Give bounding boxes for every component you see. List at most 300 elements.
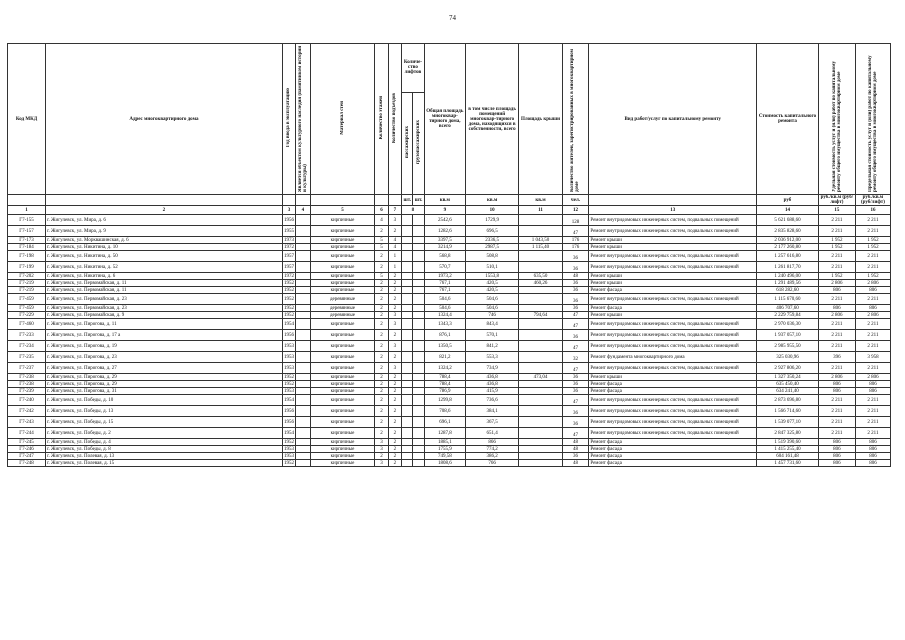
cell-limit-cost: 2 806 [855, 374, 890, 381]
cell-roof-area [519, 453, 562, 460]
cell-specific-cost: 2 806 [818, 280, 855, 287]
cell-area-owned: 420,5 [465, 287, 519, 294]
cell-area-owned: 367,5 [465, 417, 519, 428]
cell-floors: 2 [375, 312, 388, 319]
cell-area-total: 1299,8 [424, 395, 465, 406]
cell-specific-cost: 2 211 [818, 330, 855, 341]
cell-area-total: 788,4 [424, 381, 465, 388]
cell-address: г. Жигулевск, ул. Мира, д. 6 [46, 215, 283, 226]
cell-cost: 1 566 714,60 [757, 406, 819, 417]
cell-work: Ремонт фасада [589, 439, 757, 446]
cell-work: Ремонт внутридомовых инженерных систем, подвальных помещений [589, 215, 757, 226]
table-row [8, 428, 891, 439]
cell-residents: 36 [562, 294, 589, 305]
cell-code: Г7-459 [8, 294, 46, 305]
cell-floors: 2 [375, 294, 388, 305]
cell-cost: 1 261 817,70 [757, 262, 819, 273]
column-numbers-row [8, 206, 891, 215]
cell-specific-cost: 806 [818, 460, 855, 467]
cell-heritage [296, 262, 310, 273]
cell-lifts-passenger [402, 312, 413, 319]
cell-heritage [296, 305, 310, 312]
cell-material: кирпичные [310, 460, 375, 467]
cell-area-total: 1282,6 [424, 226, 465, 237]
cell-code: Г7-202 [8, 273, 46, 280]
cell-residents: 47 [562, 226, 589, 237]
cell-limit-cost: 806 [855, 381, 890, 388]
cell-area-owned: 504,6 [465, 305, 519, 312]
cell-material: деревянные [310, 294, 375, 305]
cell-lifts-cargo [413, 374, 424, 381]
cell-floors: 2 [375, 330, 388, 341]
cell-material: кирпичные [310, 287, 375, 294]
column-number: 7 [388, 206, 401, 215]
cell-entrances: 2 [388, 280, 401, 287]
cell-lifts-cargo [413, 388, 424, 395]
cell-year: 1973 [283, 237, 294, 243]
column-number: 9 [424, 206, 465, 215]
cell-roof-area [519, 352, 562, 363]
cell-lifts-cargo [413, 244, 424, 251]
unit-area-total: кв.м [424, 195, 465, 206]
cell-area-owned: 508,8 [465, 251, 519, 262]
cell-specific-cost: 2 211 [818, 251, 855, 262]
cell-material: кирпичные [310, 330, 375, 341]
cell-entrances: 2 [388, 294, 401, 305]
cell-cost: 2 847 325,80 [757, 428, 819, 439]
cell-work: Ремонт фасада [589, 305, 757, 312]
cell-residents: 32 [562, 352, 589, 363]
cell-residents: 48 [562, 273, 589, 280]
cell-lifts-passenger [402, 262, 413, 273]
cell-residents: 48 [562, 439, 589, 446]
cell-roof-area [519, 388, 562, 395]
cell-limit-cost: 2 211 [855, 294, 890, 305]
cell-code: Г7-239 [8, 388, 46, 395]
cell-specific-cost: 2 211 [818, 417, 855, 428]
cell-material: кирпичные [310, 453, 375, 460]
cell-residents: 48 [562, 446, 589, 453]
cell-limit-cost: 2 211 [855, 428, 890, 439]
table-row [8, 388, 891, 395]
table-row [8, 244, 891, 251]
cell-code: Г7-219 [8, 287, 46, 294]
cell-year: 1952 [283, 439, 294, 445]
cell-lifts-passenger [402, 395, 413, 406]
cell-limit-cost: 806 [855, 453, 890, 460]
cell-code: Г7-238 [8, 381, 46, 388]
cell-cost: 604 161,48 [757, 453, 819, 460]
cell-entrances: 4 [388, 237, 401, 244]
cell-specific-cost: 2 211 [818, 363, 855, 374]
cell-lifts-cargo [413, 395, 424, 406]
cell-limit-cost: 806 [855, 287, 890, 294]
cell-area-total: 1324,4 [424, 312, 465, 319]
cell-year: 1954 [282, 428, 295, 439]
table-row [8, 280, 891, 287]
cell-heritage [296, 330, 310, 341]
cell-work: Ремонт крыши [589, 237, 757, 244]
cell-address: г. Жигулевск, ул. Победы, д. 10 [46, 395, 283, 406]
cell-code: Г7-219 [8, 280, 46, 287]
unit-specific-cost: руб./кв.м (руб/лифт) [818, 195, 855, 206]
cell-lifts-cargo [413, 215, 424, 226]
cell-area-total: 570,7 [424, 262, 465, 273]
cell-roof-area [519, 439, 562, 446]
cell-year: 1955 [282, 226, 295, 237]
cell-material: кирпичные [310, 226, 375, 237]
cell-cost: 635 450,40 [757, 381, 819, 388]
cell-entrances: 2 [388, 330, 401, 341]
cell-lifts-passenger [402, 251, 413, 262]
table-row [8, 319, 891, 330]
cell-code: Г7-157 [8, 226, 46, 237]
cell-lifts-cargo [413, 446, 424, 453]
cell-work: Ремонт фасада [589, 287, 757, 294]
cell-cost: 2 927 806,20 [757, 363, 819, 374]
capital-repair-register-table [7, 43, 891, 467]
cell-material: кирпичные [310, 417, 375, 428]
cell-floors: 2 [375, 428, 388, 439]
cell-roof-area [519, 330, 562, 341]
header-lifts-passenger: пассажирских [402, 92, 413, 194]
cell-entrances: 3 [388, 215, 401, 226]
cell-limit-cost: 806 [855, 388, 890, 395]
cell-specific-cost: 806 [818, 287, 855, 294]
cell-roof-area [519, 305, 562, 312]
cell-area-total: 1755,9 [424, 446, 465, 453]
cell-lifts-cargo [413, 352, 424, 363]
cell-address: г. Жигулевск, ул. Полевая, д. 13 [46, 453, 283, 460]
cell-floors: 2 [375, 417, 388, 428]
cell-code: Г7-234 [8, 341, 46, 352]
cell-year: 1957 [282, 251, 295, 262]
cell-lifts-passenger [402, 439, 413, 446]
cell-residents: 176 [562, 244, 589, 251]
cell-heritage [296, 381, 310, 388]
cell-specific-cost: 806 [818, 381, 855, 388]
cell-entrances: 1 [388, 251, 401, 262]
cell-address: г. Жигулевск, ул. Пирогова, д. 23 [46, 352, 283, 363]
cell-code: Г7-245 [8, 439, 46, 446]
cell-specific-cost: 2 806 [818, 312, 855, 319]
cell-roof-area [519, 395, 562, 406]
header-address: Адрес многоквартирного дома [46, 44, 283, 195]
column-number: 16 [855, 206, 890, 215]
table-row [8, 417, 891, 428]
cell-cost: 2 229 759,84 [757, 312, 819, 319]
cell-address: г. Жигулевск, ул. Первомайская, д. 23 [46, 305, 283, 312]
cell-area-total: 749,58 [424, 453, 465, 460]
cell-residents: 47 [562, 341, 589, 352]
cell-lifts-cargo [413, 460, 424, 467]
cell-work: Ремонт внутридомовых инженерных систем, подвальных помещений [589, 330, 757, 341]
cell-cost: 1 457 731,60 [757, 460, 819, 467]
cell-residents: 47 [562, 312, 589, 319]
cell-code: Г7-243 [8, 417, 46, 428]
cell-area-owned: 734,9 [465, 363, 519, 374]
cell-floors: 2 [375, 251, 388, 262]
cell-code: Г7-229 [8, 312, 46, 319]
cell-code: Г7-173 [8, 237, 46, 244]
table-row [8, 226, 891, 237]
cell-lifts-passenger [402, 446, 413, 453]
cell-lifts-cargo [413, 273, 424, 280]
cell-roof-area [519, 262, 562, 273]
cell-lifts-cargo [413, 439, 424, 446]
cell-area-owned: 384,1 [465, 406, 519, 417]
cell-address: г. Жигулевск, ул. Победы, д. 15 [46, 417, 283, 428]
cell-year: 1956 [282, 330, 295, 341]
cell-specific-cost: 2 211 [818, 395, 855, 406]
cell-limit-cost: 1 952 [855, 273, 890, 280]
cell-limit-cost: 2 211 [855, 417, 890, 428]
cell-material: кирпичные [310, 374, 375, 381]
cell-lifts-passenger [402, 215, 413, 226]
cell-limit-cost: 2 211 [855, 215, 890, 226]
header-heritage: Является объектом культурного наследия (памятником истории и культуры) [296, 44, 310, 195]
cell-material: кирпичные [310, 215, 375, 226]
cell-address: г. Жигулевск, ул. Пирогова, д. 27 [46, 363, 283, 374]
cell-code: Г7-247 [8, 453, 46, 460]
cell-area-total: 504,6 [424, 294, 465, 305]
table-row [8, 460, 891, 467]
cell-code: Г7-184 [8, 244, 46, 251]
cell-specific-cost: 806 [818, 305, 855, 312]
cell-floors: 2 [375, 262, 388, 273]
cell-residents: 47 [562, 395, 589, 406]
table-row [8, 439, 891, 446]
cell-material: кирпичные [310, 395, 375, 406]
cell-floors: 5 [375, 237, 388, 244]
cell-limit-cost: 2 806 [855, 312, 890, 319]
cell-year: 1953 [282, 352, 295, 363]
cell-floors: 4 [375, 215, 388, 226]
cell-lifts-passenger [402, 237, 413, 244]
table-row [8, 294, 891, 305]
cell-specific-cost: 2 211 [818, 406, 855, 417]
header-entrances: Количество подъездов [388, 44, 401, 195]
cell-lifts-passenger [402, 341, 413, 352]
cell-address: г. Жигулевск, ул. Никитина, д. 50 [46, 251, 283, 262]
cell-year: 1952 [283, 460, 294, 466]
cell-heritage [296, 312, 310, 319]
cell-floors: 2 [375, 352, 388, 363]
cell-entrances: 2 [388, 417, 401, 428]
cell-year: 1952 [282, 294, 295, 305]
table-row [8, 395, 891, 406]
cell-address: г. Жигулевск, ул. Победы, д. 8 [46, 446, 283, 453]
cell-roof-area: 635,50 [519, 273, 562, 280]
cell-lifts-cargo [413, 237, 424, 244]
cell-lifts-passenger [402, 388, 413, 395]
cell-code: Г7-198 [8, 251, 46, 262]
cell-specific-cost: 1 952 [818, 244, 855, 251]
cell-area-owned: 553,3 [465, 352, 519, 363]
cell-year: 1954 [282, 395, 295, 406]
cell-cost: 634 241,40 [757, 388, 819, 395]
cell-floors: 3 [375, 439, 388, 446]
cell-residents: 36 [562, 381, 589, 388]
cell-work: Ремонт крыши [589, 312, 757, 319]
cell-year: 1954 [282, 319, 295, 330]
header-floors: Количество этажей [375, 44, 388, 195]
cell-lifts-passenger [402, 363, 413, 374]
cell-residents: 36 [562, 280, 589, 287]
cell-specific-cost: 1 952 [818, 237, 855, 244]
cell-lifts-cargo [413, 226, 424, 237]
header-limit-cost: Предельная стоимость услуг и (или) работ по капитальному ремонту общего имущества в многоквартирном доме [855, 44, 890, 195]
cell-work: Ремонт внутридомовых инженерных систем, подвальных помещений [589, 406, 757, 417]
cell-code: Г7-237 [8, 363, 46, 374]
cell-heritage [296, 363, 310, 374]
cell-lifts-passenger [402, 428, 413, 439]
cell-heritage [296, 395, 310, 406]
cell-address: г. Жигулевск, ул. Первомайская, д. 11 [46, 280, 283, 287]
cell-roof-area [519, 406, 562, 417]
table-row [8, 305, 891, 312]
cell-entrances: 2 [388, 428, 401, 439]
cell-area-owned: 746 [465, 312, 519, 319]
cell-cost: 5 621 688,60 [757, 215, 819, 226]
cell-work: Ремонт крыши [589, 374, 757, 381]
cell-area-owned: 866 [465, 439, 519, 446]
header-cost: Стоимость капитального ремонта [757, 44, 819, 195]
cell-material: кирпичные [310, 381, 375, 388]
cell-floors: 2 [375, 374, 388, 381]
cell-entrances: 2 [388, 388, 401, 395]
cell-floors: 2 [375, 226, 388, 237]
cell-work: Ремонт крыши [589, 273, 757, 280]
cell-address: г. Жигулевск, ул. Полевая, д. 15 [46, 460, 283, 467]
cell-code: Г7-238 [8, 374, 46, 381]
cell-heritage [296, 352, 310, 363]
cell-cost: 1 257 616,80 [757, 251, 819, 262]
cell-area-owned: 774,2 [465, 446, 519, 453]
cell-area-total: 821,2 [424, 352, 465, 363]
cell-floors: 2 [375, 395, 388, 406]
cell-area-owned: 841,2 [465, 341, 519, 352]
column-number: 1 [8, 206, 46, 215]
cell-floors: 3 [375, 446, 388, 453]
cell-work: Ремонт внутридомовых инженерных систем, подвальных помещений [589, 417, 757, 428]
cell-heritage [296, 406, 310, 417]
cell-material: кирпичные [310, 428, 375, 439]
cell-floors: 3 [375, 460, 388, 467]
cell-area-total: 696,1 [424, 417, 465, 428]
cell-address: г. Жигулевск, ул. Никитина, д. 52 [46, 262, 283, 273]
cell-entrances: 2 [388, 446, 401, 453]
cell-floors: 2 [375, 305, 388, 312]
cell-entrances: 2 [388, 352, 401, 363]
cell-residents: 36 [562, 374, 589, 381]
cell-code: Г7-242 [8, 406, 46, 417]
cell-area-owned: 766 [465, 460, 519, 467]
cell-year: 1957 [282, 262, 295, 273]
cell-area-owned: 415,9 [465, 388, 519, 395]
cell-work: Ремонт внутридомовых инженерных систем, подвальных помещений [589, 262, 757, 273]
cell-limit-cost: 806 [855, 460, 890, 467]
cell-limit-cost: 2 211 [855, 363, 890, 374]
cell-roof-area [519, 381, 562, 388]
unit-area-owned: кв.м [465, 195, 519, 206]
cell-cost: 1 115 670,60 [757, 294, 819, 305]
cell-specific-cost: 2 211 [818, 341, 855, 352]
cell-floors: 2 [375, 453, 388, 460]
cell-residents: 36 [562, 330, 589, 341]
cell-lifts-passenger [402, 294, 413, 305]
cell-residents: 47 [562, 363, 589, 374]
cell-limit-cost: 1 952 [855, 244, 890, 251]
cell-area-owned: 504,6 [465, 294, 519, 305]
cell-entrances: 2 [388, 381, 401, 388]
cell-floors: 5 [375, 244, 388, 251]
cell-roof-area: 460,26 [519, 280, 562, 287]
cell-lifts-passenger [402, 244, 413, 251]
cell-limit-cost: 3 958 [855, 352, 890, 363]
cell-material: кирпичные [310, 262, 375, 273]
cell-material: кирпичные [310, 406, 375, 417]
cell-code: Г7-199 [8, 262, 46, 273]
cell-work: Ремонт внутридомовых инженерных систем, подвальных помещений [589, 341, 757, 352]
cell-roof-area [519, 251, 562, 262]
cell-work: Ремонт фасада [589, 460, 757, 467]
cell-floors: 2 [375, 388, 388, 395]
cell-area-total: 1324,2 [424, 363, 465, 374]
cell-year: 1953 [283, 446, 294, 452]
cell-limit-cost: 2 211 [855, 251, 890, 262]
cell-address: г. Жигулевск, ул. Никитина, д. 10 [46, 244, 283, 251]
cell-cost: 1 937 057,10 [757, 330, 819, 341]
cell-specific-cost: 2 211 [818, 428, 855, 439]
cell-cost: 406 707,60 [757, 305, 819, 312]
cell-heritage [296, 428, 310, 439]
cell-work: Ремонт внутридомовых инженерных систем, подвальных помещений [589, 363, 757, 374]
cell-entrances: 2 [388, 439, 401, 446]
cell-heritage [296, 439, 310, 446]
cell-area-total: 788,4 [424, 374, 465, 381]
cell-work: Ремонт внутридомовых инженерных систем, подвальных помещений [589, 251, 757, 262]
table-row [8, 330, 891, 341]
cell-work: Ремонт фундамента многоквартирного дома [589, 352, 757, 363]
cell-specific-cost: 806 [818, 388, 855, 395]
cell-material: деревянные [310, 312, 375, 319]
cell-entrances: 3 [388, 341, 401, 352]
header-residents: Количество жителей, зарегистрированных в многоквартирном доме [562, 44, 589, 195]
table-row [8, 273, 891, 280]
table-row [8, 352, 891, 363]
cell-heritage [296, 215, 310, 226]
cell-work: Ремонт внутридомовых инженерных систем, подвальных помещений [589, 395, 757, 406]
cell-year: 1953 [283, 388, 294, 394]
cell-floors: 2 [375, 341, 388, 352]
cell-lifts-cargo [413, 312, 424, 319]
cell-floors: 2 [375, 287, 388, 294]
cell-lifts-passenger [402, 287, 413, 294]
column-number: 11 [519, 206, 562, 215]
cell-material: кирпичные [310, 446, 375, 453]
cell-work: Ремонт крыши [589, 244, 757, 251]
cell-lifts-cargo [413, 417, 424, 428]
cell-work: Ремонт фасада [589, 453, 757, 460]
cell-limit-cost: 2 211 [855, 330, 890, 341]
header-material: Материал стен [310, 44, 375, 195]
cell-area-owned: 736,6 [465, 395, 519, 406]
cell-cost: 2 835 828,60 [757, 226, 819, 237]
cell-limit-cost: 2 211 [855, 395, 890, 406]
cell-entrances: 1 [388, 262, 401, 273]
table-row [8, 237, 891, 244]
